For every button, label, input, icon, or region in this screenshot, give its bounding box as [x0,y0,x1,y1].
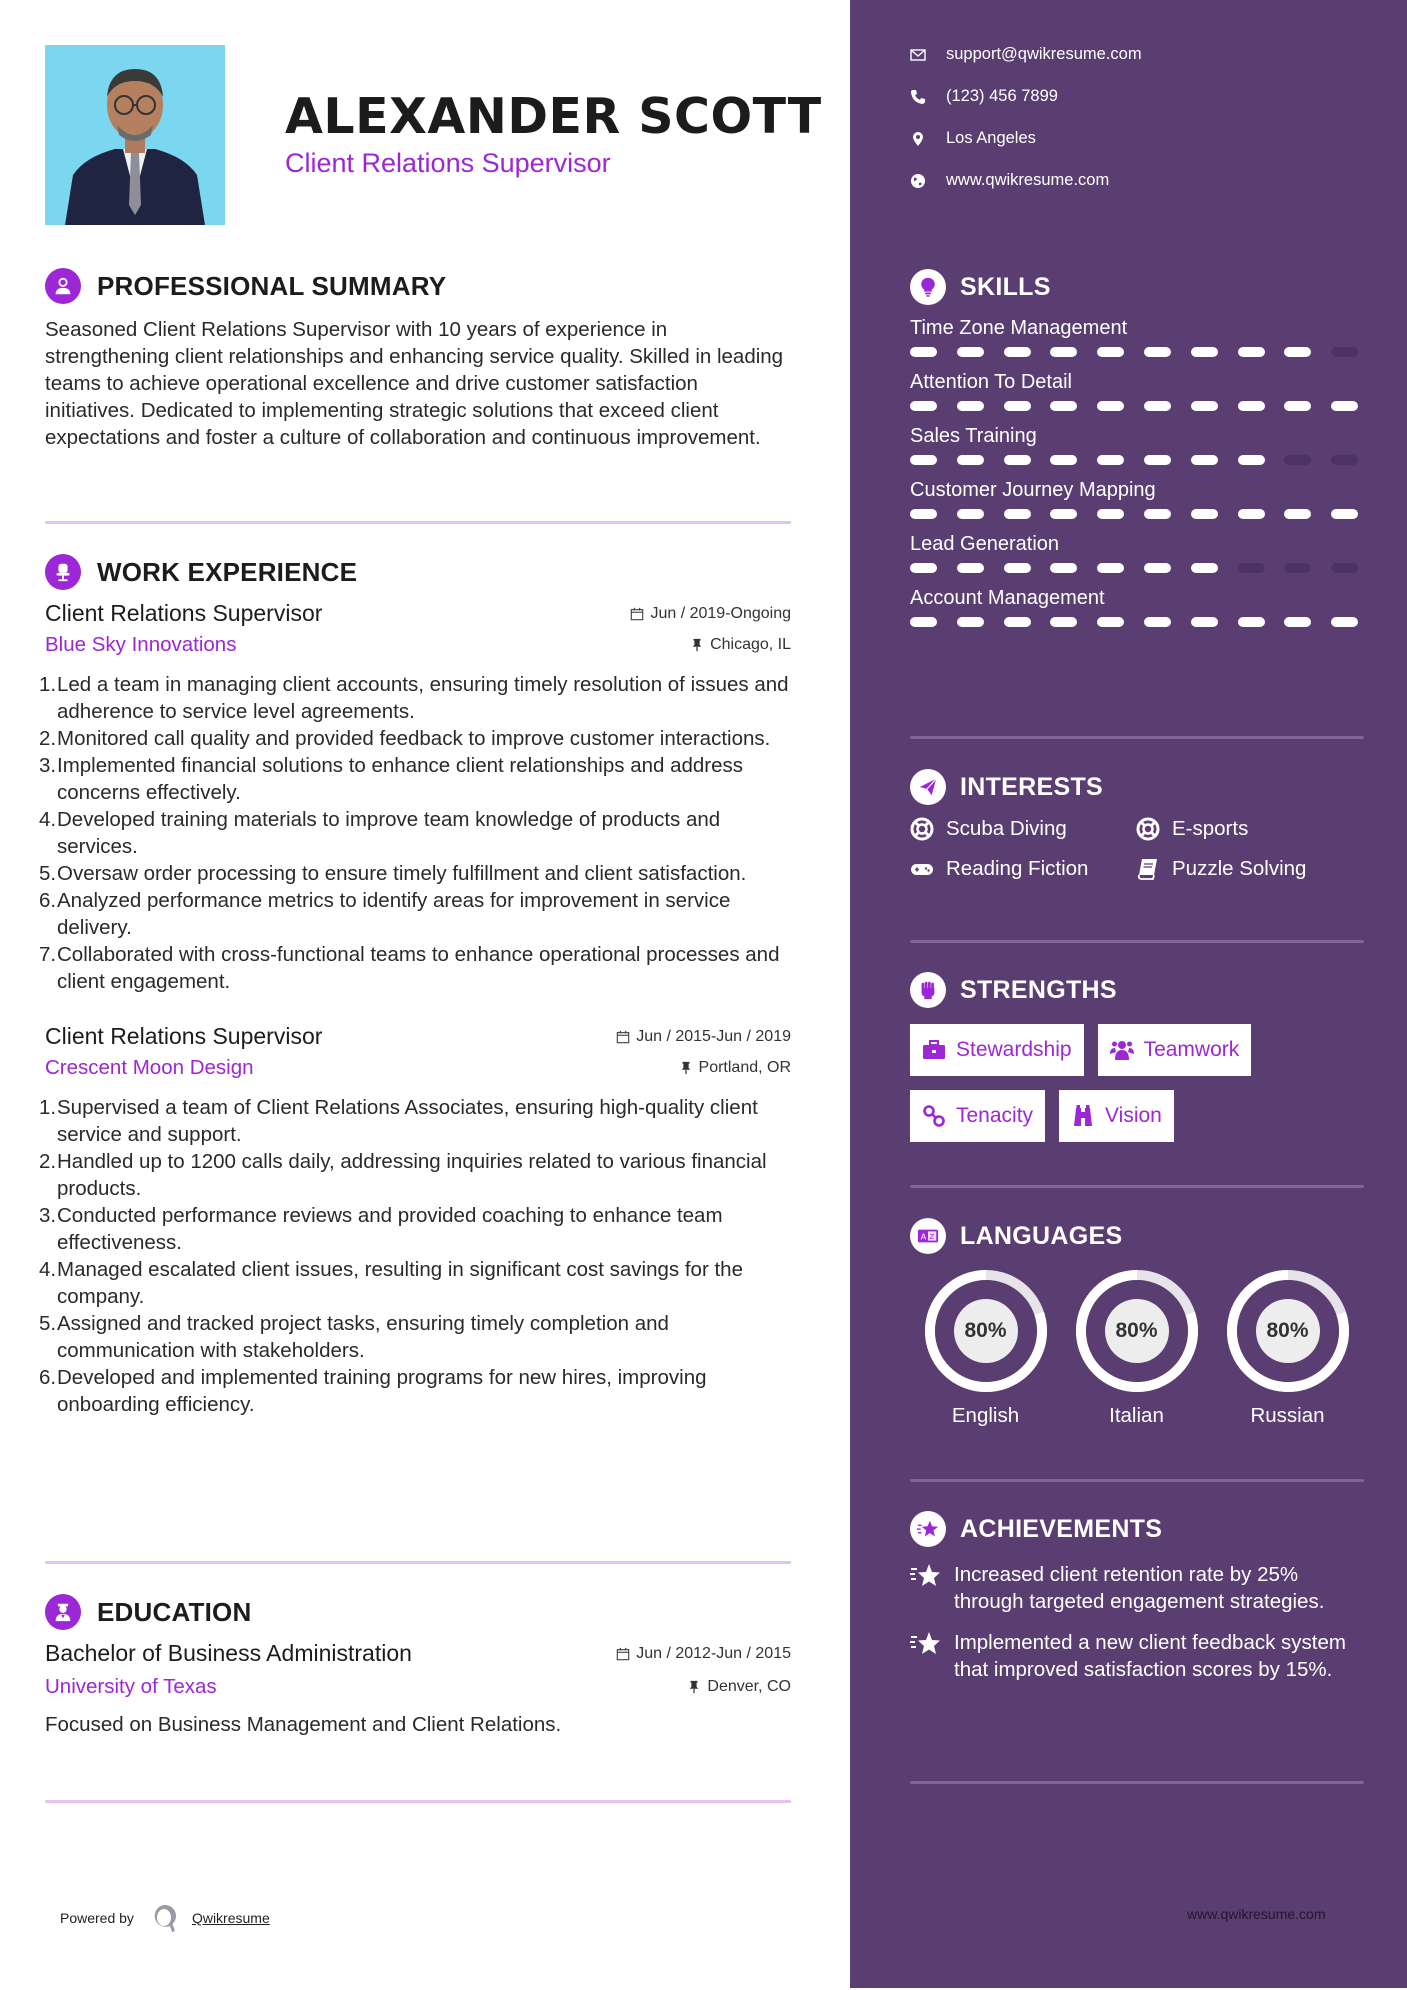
skills-heading: SKILLS [960,272,1051,301]
language-name: Russian [1250,1404,1325,1427]
language-item [910,1270,1061,1428]
skill-item [910,313,1364,359]
skill-segment [1050,455,1077,465]
skill-segment [1097,617,1124,627]
skill-segment [910,563,937,573]
skill-segment [1284,347,1311,357]
map-marker-icon [910,131,926,147]
skill-item [910,421,1364,467]
skill-item [910,529,1364,575]
list-item: 5. Oversaw order processing to ensure timely fulfillment and client satisfaction. [39,862,747,885]
skill-segment [1331,563,1358,573]
skills-list [910,313,1364,629]
office-chair-icon [45,554,81,590]
fist-icon [910,972,946,1008]
section-divider [910,940,1364,943]
skill-segment [1284,617,1311,627]
candidate-name: ALEXANDER SCOTT [285,88,822,145]
skill-segment [1097,563,1124,573]
achievement-item: Implemented a new client feedback system that improved satisfaction scores by 15%. [910,1629,1364,1683]
interests-section [910,769,1364,881]
calendar-icon [616,1647,630,1661]
job-title: Client Relations Supervisor [45,1023,323,1049]
shooting-star-icon [910,1561,942,1591]
skill-segment [1004,617,1031,627]
profile-photo [45,45,225,225]
language-progress-ring: 80% [1076,1270,1198,1392]
powered-by: Powered by Qwikresume [60,1902,270,1934]
skill-segment [1144,347,1171,357]
experience-section [39,552,791,1418]
skill-name: Time Zone Management [910,317,1128,339]
skill-segment [910,455,937,465]
language-name: Italian [1109,1404,1164,1427]
list-item: 4. Managed escalated client issues, resulting in significant cost savings for the company. [39,1258,743,1308]
section-divider [45,1800,791,1803]
skill-segment [957,617,984,627]
skill-segment [1284,455,1311,465]
skill-segment [1097,455,1124,465]
interest-item: Scuba Diving [910,817,1136,841]
translate-icon [910,1218,946,1254]
life-ring-icon [910,817,934,841]
skill-segment [910,401,937,411]
languages-heading: LANGUAGES [960,1221,1123,1250]
skill-segment [1004,347,1031,357]
skill-name: Attention To Detail [910,371,1072,393]
education-location: Denver, CO [707,1678,791,1695]
skill-level-bar [910,401,1364,413]
language-item [1061,1270,1212,1428]
skill-segment [1238,347,1265,357]
skill-segment [1284,401,1311,411]
language-progress-ring: 80% [925,1270,1047,1392]
skill-segment [1191,563,1218,573]
skill-segment [1331,347,1358,357]
calendar-icon [616,1030,630,1044]
job-entry [39,600,791,995]
section-divider [910,1781,1364,1784]
interests-list [910,817,1364,881]
pushpin-icon [690,638,704,652]
skill-segment [1238,401,1265,411]
skill-segment [910,617,937,627]
skill-segment [1004,563,1031,573]
interest-item: Reading Fiction [910,857,1136,881]
skill-segment [1238,563,1265,573]
skill-level-bar [910,455,1364,467]
list-item: 5. Assigned and tracked project tasks, ensuring timely completion and communication with stakeholders. [39,1312,669,1362]
lightbulb-icon [910,269,946,305]
globe-icon [910,173,926,189]
pushpin-icon [679,1061,693,1075]
skill-segment [1238,617,1265,627]
user-icon [45,268,81,304]
skill-item [910,475,1364,521]
education-heading: EDUCATION [97,1596,252,1627]
skill-segment [1331,401,1358,411]
skill-segment [1191,347,1218,357]
candidate-title: Client Relations Supervisor [285,148,611,178]
skill-segment [1097,509,1124,519]
skill-segment [957,401,984,411]
skill-item [910,583,1364,629]
school: University of Texas [45,1675,217,1698]
qwikresume-logo-icon [150,1902,178,1934]
skill-name: Account Management [910,587,1105,609]
achievements-list [910,1561,1364,1683]
skill-segment [1191,617,1218,627]
education-section [45,1592,791,1738]
list-item: 4. Developed training materials to improve team knowledge of products and services. [39,808,721,858]
list-item: 2. Handled up to 1200 calls daily, addressing inquiries related to various financial products. [39,1150,767,1200]
skill-name: Customer Journey Mapping [910,479,1156,501]
summary-section [45,266,791,451]
experience-heading: WORK EXPERIENCE [97,556,358,587]
skill-segment [1144,509,1171,519]
languages-list [910,1270,1364,1428]
skill-segment [910,509,937,519]
skill-segment [1144,563,1171,573]
list-item: 1. Supervised a team of Client Relations Associates, ensuring high-quality client service and support. [39,1096,758,1146]
qwikresume-link[interactable]: Qwikresume [191,1910,270,1926]
skill-segment [1004,455,1031,465]
interests-heading: INTERESTS [960,772,1103,801]
skill-item [910,367,1364,413]
summary-text: Seasoned Client Relations Supervisor with 10 years of experience in strengthening client relationships and enhancing service quality. Skilled in leading teams to achieve operational excellence and drive customer satisfaction initiatives. Dedicated to implementing strategic solutions that exceed client expectations and foster a culture of collaboration and continuous improvement. [45,318,784,449]
footer-website-link[interactable]: www.qwikresume.com [1187,1906,1326,1922]
job-dates: Jun / 2015-Jun / 2019 [636,1027,791,1045]
skill-segment [910,347,937,357]
skill-segment [1144,455,1171,465]
skill-level-bar [910,509,1364,521]
skill-segment [957,347,984,357]
skill-segment [957,509,984,519]
book-icon [1136,857,1160,881]
achievements-heading: ACHIEVEMENTS [960,1514,1163,1543]
list-item: 6. Developed and implemented training programs for new hires, improving onboarding efficiency. [39,1366,707,1416]
job-location: Chicago, IL [710,636,791,653]
skill-level-bar [910,347,1364,359]
users-icon [1110,1038,1134,1062]
job-title: Client Relations Supervisor [45,600,323,626]
skill-segment [1284,563,1311,573]
language-item [1212,1270,1363,1428]
skills-section [910,269,1364,629]
skill-segment [1050,347,1077,357]
section-divider [910,736,1364,739]
skill-segment [1191,455,1218,465]
interest-item: Puzzle Solving [1136,857,1362,881]
binoculars-icon [1071,1104,1095,1128]
strength-badge: Teamwork [1098,1024,1252,1076]
strength-badge: Vision [1059,1090,1174,1142]
languages-section [910,1218,1364,1428]
skill-segment [1050,563,1077,573]
section-divider [45,1561,791,1564]
job-company: Crescent Moon Design [45,1056,254,1079]
briefcase-icon [922,1038,946,1062]
phone-icon [910,89,926,105]
strengths-section [910,972,1364,1156]
skill-segment [1050,617,1077,627]
education-description: Focused on Business Management and Client Relations. [45,1713,562,1736]
skill-segment [1050,509,1077,519]
contact-location: Los Angeles [910,129,1036,148]
skill-segment [1331,455,1358,465]
skill-segment [957,563,984,573]
strength-badge: Tenacity [910,1090,1045,1142]
skill-level-bar [910,617,1364,629]
contact-email[interactable]: support@qwikresume.com [910,45,1142,64]
strengths-heading: STRENGTHS [960,975,1117,1004]
skill-segment [1284,509,1311,519]
pushpin-icon [687,1680,701,1694]
skill-segment [957,455,984,465]
skill-level-bar [910,563,1364,575]
skill-segment [1331,617,1358,627]
skill-segment [1238,455,1265,465]
svg-text:Z: Z [929,1232,935,1242]
skill-segment [1004,401,1031,411]
job-dates: Jun / 2019-Ongoing [650,604,791,622]
section-divider [910,1185,1364,1188]
skill-segment [1050,401,1077,411]
list-item: 3. Conducted performance reviews and provided coaching to enhance team effectiveness. [39,1204,723,1254]
link-icon [922,1104,946,1128]
education-dates: Jun / 2012-Jun / 2015 [636,1644,791,1662]
education-entry [45,1640,791,1738]
star-icon [910,1511,946,1547]
list-item: 2. Monitored call quality and provided feedback to improve customer interactions. [39,727,771,750]
skill-segment [1004,509,1031,519]
svg-text:A: A [920,1231,927,1242]
skill-name: Sales Training [910,425,1037,447]
paper-plane-icon [910,769,946,805]
list-item: 6. Analyzed performance metrics to identify areas for improvement in service delivery. [39,889,731,939]
skill-name: Lead Generation [910,533,1060,555]
strength-badge: Stewardship [910,1024,1084,1076]
skill-segment [1238,509,1265,519]
person-photo-icon [45,45,225,225]
language-name: English [951,1404,1020,1427]
graduate-icon [45,1594,81,1630]
list-item: 7. Collaborated with cross-functional teams to enhance operational processes and client engagement. [39,943,780,993]
skill-segment [1144,401,1171,411]
degree: Bachelor of Business Administration [45,1640,412,1666]
calendar-icon [630,607,644,621]
shooting-star-icon [910,1629,942,1659]
contact-website[interactable]: www.qwikresume.com [910,171,1109,190]
skill-segment [1191,401,1218,411]
skill-segment [1097,347,1124,357]
job-bullets [39,1094,791,1418]
interest-item: E-sports [1136,817,1362,841]
job-location: Portland, OR [698,1059,791,1076]
list-item: 3. Implemented financial solutions to enhance client relationships and address concerns effectively. [39,754,744,804]
section-divider [45,521,791,524]
strengths-list [910,1024,1364,1156]
envelope-icon [910,47,926,63]
skill-segment [1331,509,1358,519]
skill-segment [1144,617,1171,627]
achievement-item: Increased client retention rate by 25% through targeted engagement strategies. [910,1561,1364,1615]
achievements-section [910,1511,1364,1697]
language-progress-ring: 80% [1227,1270,1349,1392]
skill-segment [1191,509,1218,519]
job-entry [39,1023,791,1418]
contact-phone[interactable]: (123) 456 7899 [910,87,1058,106]
skill-segment [1097,401,1124,411]
section-divider [910,1479,1364,1482]
life-ring-icon [1136,817,1160,841]
gamepad-icon [910,857,934,881]
list-item: 1. Led a team in managing client accounts, ensuring timely resolution of issues and adherence to service level agreements. [39,673,789,723]
job-company: Blue Sky Innovations [45,633,237,656]
job-bullets [39,671,791,995]
summary-heading: PROFESSIONAL SUMMARY [97,270,447,301]
